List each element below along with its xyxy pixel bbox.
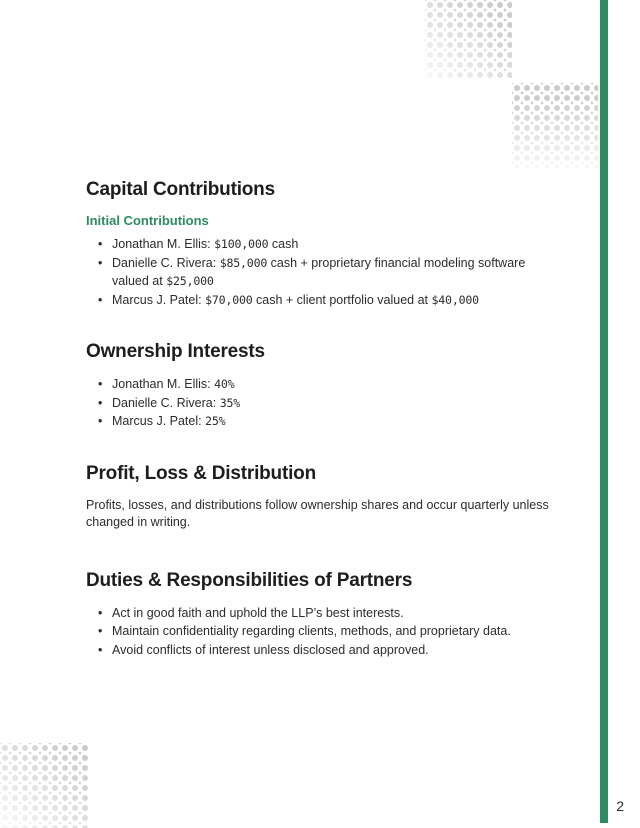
document-content	[86, 179, 558, 659]
bullet-item: • Jonathan M. Ellis: $100,000 cash	[98, 235, 558, 254]
bullet-item: • Danielle C. Rivera: $85,000 cash + proprietary financial modeling software valued at $25,000	[98, 254, 558, 291]
figure: $85,000	[219, 255, 268, 270]
bullet-item: • Jonathan M. Ellis: 40%	[98, 375, 558, 394]
figure: 35%	[219, 395, 241, 410]
halftone-dots-bottom-left	[0, 743, 88, 828]
section-capital-contributions	[86, 179, 558, 309]
figure: $40,000	[431, 292, 479, 307]
page-number: 2	[616, 798, 624, 814]
section-paragraph: Profits, losses, and distributions follow ownership shares and occur quarterly unless changed in writing.	[86, 497, 549, 529]
halftone-dots-top-right-upper	[425, 0, 512, 79]
bullet-item: • Danielle C. Rivera: 35%	[98, 394, 558, 413]
section-ownership-interests	[86, 341, 558, 431]
section-title: Ownership Interests	[86, 341, 265, 362]
bullet-item: • Marcus J. Patel: 25%	[98, 412, 558, 431]
right-accent-bar	[600, 0, 608, 823]
subsection-title: Initial Contributions	[86, 213, 209, 228]
bullet-list	[86, 375, 558, 431]
figure: $100,000	[214, 237, 269, 251]
section-title: Profit, Loss & Distribution	[86, 462, 316, 484]
bullet-list	[86, 604, 558, 660]
bullet-item: • Act in good faith and uphold the LLP’s best interests.	[98, 604, 558, 623]
section-title: Capital Contributions	[86, 179, 275, 200]
section-duties-responsibilities	[86, 570, 558, 660]
figure: $70,000	[205, 292, 253, 307]
bullet-item: • Avoid conflicts of interest unless disclosed and approved.	[98, 641, 558, 660]
bullet-item: • Maintain confidentiality regarding clients, methods, and proprietary data.	[98, 622, 558, 641]
bullet-list	[86, 235, 558, 309]
halftone-dots-top-right-lower	[512, 83, 598, 168]
section-profit-loss-distribution	[86, 463, 558, 532]
figure: 40%	[214, 377, 235, 391]
figure: 25%	[205, 414, 226, 428]
bullet-item: • Marcus J. Patel: $70,000 cash + client portfolio valued at $40,000	[98, 291, 558, 310]
figure: $25,000	[166, 274, 214, 288]
section-title: Duties & Responsibilities of Partners	[86, 569, 413, 591]
